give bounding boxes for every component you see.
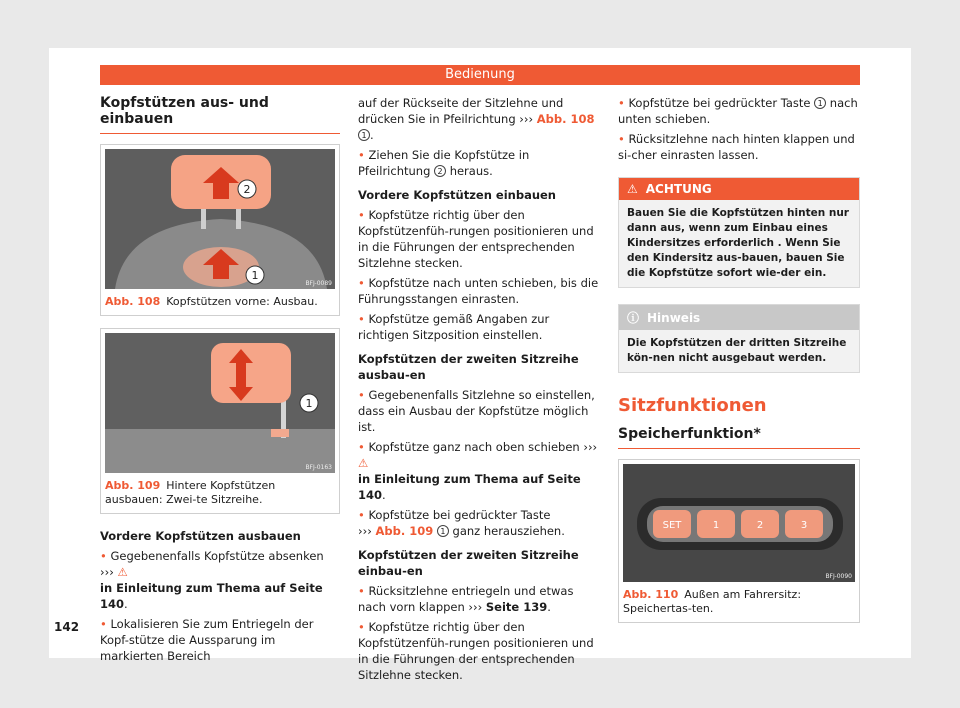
section-title: Speicherfunktion* xyxy=(618,426,860,449)
right-column xyxy=(618,95,860,623)
paragraph: auf der Rückseite der Sitzlehne und drücken Sie in Pfeilrichtung ››› Abb. 108 1 . xyxy=(358,96,595,142)
bullet: • Kopfstütze richtig über den Kopfstützenfüh-rungen positionieren und in die Führungen der entsprechenden Sitzlehne stecken. xyxy=(358,619,602,683)
page-number: 142 xyxy=(54,620,80,634)
caption-text: Kopfstützen vorne: Ausbau. xyxy=(166,295,318,308)
marker-1: 1 xyxy=(305,397,313,410)
section-title: Kopfstützen aus- und einbauen xyxy=(100,95,340,134)
note-box xyxy=(618,304,860,373)
memory-buttons-illustration xyxy=(623,464,855,582)
bullet: • Kopfstütze nach unten schieben, bis die Führungsstangen einrasten. xyxy=(358,275,602,307)
subheading: Kopfstützen der zweiten Sitzreihe einbau-en xyxy=(358,548,579,578)
note-text: Die Kopfstützen der dritten Sitzreihe kön-nen nicht ausgebaut werden. xyxy=(619,330,859,372)
bullet: • Lokalisieren Sie zum Entriegeln der Kopf-stütze die Aussparung im markierten Bereich xyxy=(100,616,340,664)
marker-1: 1 xyxy=(437,525,449,537)
marker-2: 2 xyxy=(243,183,251,196)
warning-text: Bauen Sie die Kopfstützen hinten nur dann aus, wenn zum Einbau eines Kindersitzes erforderlich . Wenn Sie den Kindersitz aus-bauen, bauen Sie die Kopfstütze sofort wie-der ein. xyxy=(619,200,859,287)
figure-code: BFJ-0090 xyxy=(825,573,852,580)
memory-button-1: 1 xyxy=(712,520,720,531)
info-icon: ⓘ xyxy=(627,311,640,325)
bullet: • Kopfstütze ganz nach oben schieben ››› ⚠ in Einleitung zum Thema auf Seite 140. xyxy=(358,439,602,503)
warning-icon: ⚠ xyxy=(627,182,638,196)
figure-110-image xyxy=(623,464,855,582)
figure-caption xyxy=(623,588,855,616)
headrest-front-illustration xyxy=(105,149,335,289)
warning-box xyxy=(618,177,860,288)
figure-109-image xyxy=(105,333,335,473)
chapter-title: Sitzfunktionen xyxy=(618,395,767,416)
marker-1: 1 xyxy=(251,269,259,282)
warning-icon: ⚠ xyxy=(117,565,128,579)
figure-108-image xyxy=(105,149,335,289)
figure-reference[interactable]: Abb. 108 xyxy=(536,112,595,126)
figure-109 xyxy=(100,328,340,514)
figure-108 xyxy=(100,144,340,316)
memory-button-set: SET xyxy=(662,520,682,531)
caption-text: Außen am Fahrersitz: Speichertas-ten. xyxy=(623,588,802,615)
headrest-rear-illustration xyxy=(105,333,335,473)
bullet: • Kopfstütze gemäß Angaben zur richtigen Sitzposition einstellen. xyxy=(358,311,602,343)
figure-label: Abb. 110 xyxy=(623,588,679,601)
figure-reference[interactable]: Abb. 109 xyxy=(375,524,434,538)
left-column xyxy=(100,95,340,668)
cross-reference[interactable]: in Einleitung zum Thema auf Seite 140 xyxy=(100,581,323,611)
figure-code: BFJ-0163 xyxy=(305,464,332,471)
cross-reference[interactable]: Seite 139 xyxy=(485,600,548,614)
subheading: Kopfstützen der zweiten Sitzreihe ausbau-en xyxy=(358,352,579,382)
bullet: • Gegebenenfalls Kopfstütze absenken ››› ⚠ in Einleitung zum Thema auf Seite 140. xyxy=(100,548,340,612)
bullet: • Kopfstütze bei gedrückter Taste ››› Abb. 109 1 ganz herausziehen. xyxy=(358,507,602,539)
bullet: • Rücksitzlehne nach hinten klappen und si-cher einrasten lassen. xyxy=(618,131,860,163)
figure-label: Abb. 108 xyxy=(105,295,161,308)
section-header: Bedienung xyxy=(100,65,860,85)
marker-1: 1 xyxy=(814,97,826,109)
bullet: • Kopfstütze richtig über den Kopfstützenfüh-rungen positionieren und in die Führungen der entsprechenden Sitzlehne stecken. xyxy=(358,207,602,271)
marker-2: 2 xyxy=(434,165,446,177)
bullet: • Rücksitzlehne entriegeln und etwas nach vorn klappen ››› Seite 139. xyxy=(358,583,602,615)
bullet: • Ziehen Sie die Kopfstütze in Pfeilrichtung 2 heraus. xyxy=(358,147,602,179)
memory-button-3: 3 xyxy=(800,520,808,531)
figure-label: Abb. 109 xyxy=(105,479,161,492)
figure-code: BFJ-0089 xyxy=(305,280,332,287)
figure-110 xyxy=(618,459,860,623)
warning-icon: ⚠ xyxy=(358,456,369,470)
memory-button-2: 2 xyxy=(756,520,764,531)
caption-text: Hintere Kopfstützen ausbauen: Zwei-te Sitzreihe. xyxy=(105,479,276,506)
figure-caption xyxy=(105,295,335,309)
cross-reference[interactable]: in Einleitung zum Thema auf Seite 140 xyxy=(358,472,581,502)
marker-1: 1 xyxy=(358,129,370,141)
note-header: ⓘ Hinweis xyxy=(619,305,859,330)
subheading: Vordere Kopfstützen einbauen xyxy=(358,188,556,202)
bullet: • Kopfstütze bei gedrückter Taste 1 nach unten schieben. xyxy=(618,95,860,127)
warning-header: ⚠ ACHTUNG xyxy=(619,178,859,200)
middle-column xyxy=(358,95,602,687)
bullet: • Gegebenenfalls Sitzlehne so einstellen, dass ein Ausbau der Kopfstütze möglich ist. xyxy=(358,387,602,435)
subheading: Vordere Kopfstützen ausbauen xyxy=(100,529,301,543)
figure-caption xyxy=(105,479,335,507)
